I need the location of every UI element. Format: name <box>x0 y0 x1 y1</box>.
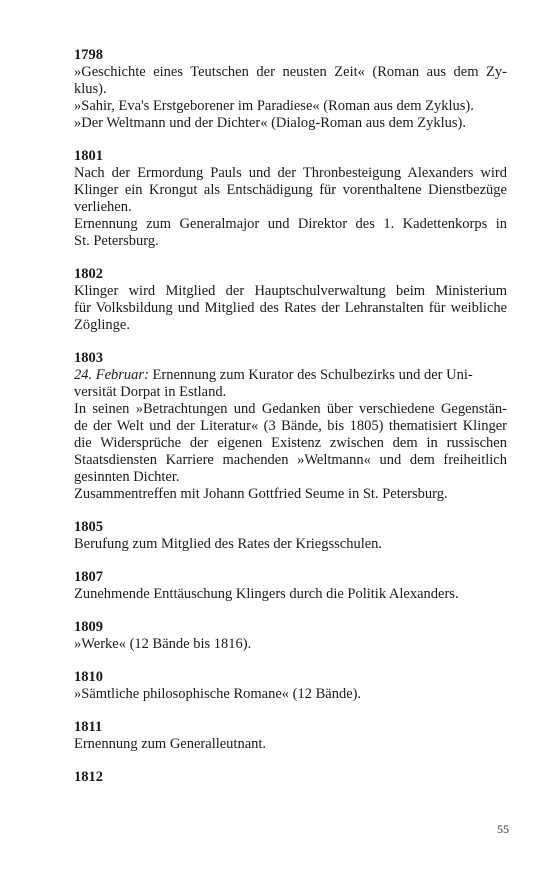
text-line: Nach der Ermordung Pauls und der Thronbesteigung Alexanders wird <box>74 165 507 181</box>
text-line: Staatsdiensten Karriere machenden »Weltmann« und dem freiheitlich <box>74 452 507 468</box>
text-line: »Sahir, Eva's Erstgeborener im Paradiese« (Roman aus dem Zyklus). <box>74 98 474 114</box>
text-line: versität Dorpat in Estland. <box>74 384 227 400</box>
year-heading: 1807 <box>74 569 103 585</box>
year-heading: 1798 <box>74 47 103 63</box>
text-line: Ernennung zum Generalmajor und Direktor des 1. Kadettenkorps in <box>74 216 507 232</box>
year-heading: 1811 <box>74 719 103 735</box>
year-heading: 1812 <box>74 769 103 785</box>
chronology <box>74 47 507 802</box>
text-line: In seinen »Betrachtungen und Gedanken über verschiedene Gegenstän- <box>74 401 507 417</box>
text-line: »Der Weltmann und der Dichter« (Dialog-Roman aus dem Zyklus). <box>74 115 466 131</box>
text-line: Klinger ein Krongut als Entschädigung für vorenthaltene Dienstbezüge <box>74 182 507 198</box>
entry-1811 <box>74 719 507 753</box>
entry-1809 <box>74 619 507 653</box>
text-line: für Volksbildung und Mitglied des Rates der Lehranstalten für weibliche <box>74 300 507 316</box>
text-line: Zunehmende Enttäuschung Klingers durch die Politik Alexanders. <box>74 586 459 602</box>
text-line: Berufung zum Mitglied des Rates der Kriegsschulen. <box>74 536 383 552</box>
text-line: de der Welt und der Literatur« (3 Bände, bis 1805) thematisiert Klinger <box>74 418 507 434</box>
text-line: verliehen. <box>74 199 132 215</box>
text-line: klus). <box>74 81 107 97</box>
text-line: Klinger wird Mitglied der Hauptschulverwaltung beim Ministerium <box>74 283 507 299</box>
entry-1807 <box>74 569 507 603</box>
entry-1810 <box>74 669 507 703</box>
text-line: gesinnten Dichter. <box>74 469 180 485</box>
text-line: »Geschichte eines Teutschen der neusten Zeit« (Roman aus dem Zy- <box>74 64 507 80</box>
text-line: Ernennung zum Generalleutnant. <box>74 736 267 752</box>
year-heading: 1801 <box>74 148 103 164</box>
entry-1802 <box>74 266 507 334</box>
year-heading: 1803 <box>74 350 103 366</box>
text-line <box>74 367 507 384</box>
entry-1798 <box>74 47 507 132</box>
year-heading: 1809 <box>74 619 103 635</box>
year-heading: 1802 <box>74 266 103 282</box>
text-line: die Widersprüche der eigenen Existenz zwischen dem in russischen <box>74 435 507 451</box>
page-number: 55 <box>497 822 509 836</box>
date-label: 24. Februar: <box>74 367 149 383</box>
text-line: »Sämtliche philosophische Romane« (12 Bände). <box>74 686 362 702</box>
entry-1805 <box>74 519 507 553</box>
year-heading: 1810 <box>74 669 103 685</box>
entry-1803 <box>74 350 507 503</box>
text-line: Zusammentreffen mit Johann Gottfried Seume in St. Petersburg. <box>74 486 448 502</box>
entry-1812 <box>74 769 507 786</box>
text-run: Ernennung zum Kurator des Schulbezirks und der Uni- <box>148 367 473 383</box>
year-heading: 1805 <box>74 519 103 535</box>
text-line: »Werke« (12 Bände bis 1816). <box>74 636 252 652</box>
entry-1801 <box>74 148 507 250</box>
text-line: Zöglinge. <box>74 317 130 333</box>
text-line: St. Petersburg. <box>74 233 159 249</box>
